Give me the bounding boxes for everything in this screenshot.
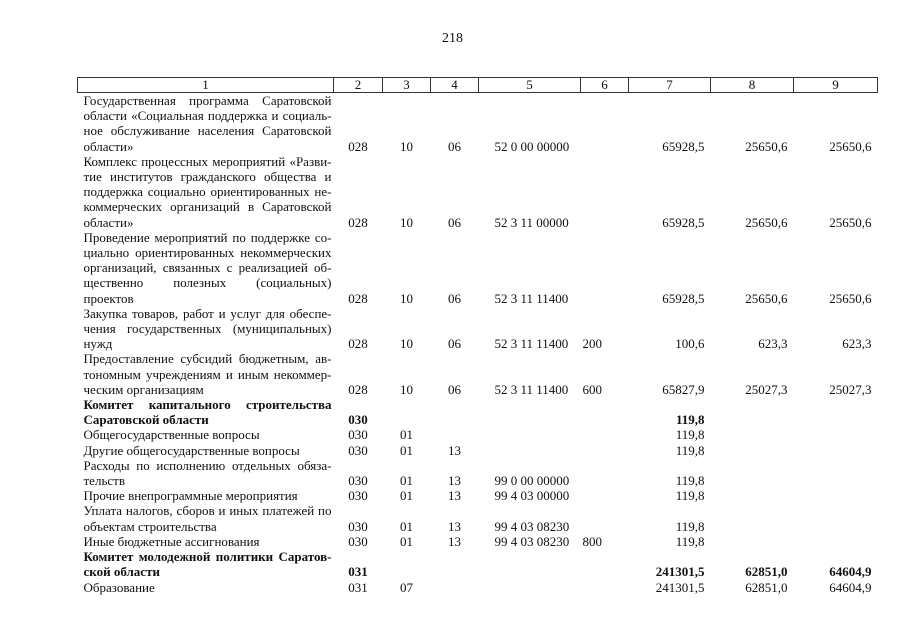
row-name (78, 230, 334, 306)
cell-col-2: 030 (348, 488, 368, 504)
row-name-line: Проведение мероприятий по поддержке со- (83, 229, 332, 245)
cell-col-6 (581, 549, 629, 579)
cell-col-5: 52 3 11 00000 (494, 214, 569, 230)
row-name (78, 397, 334, 427)
cell-col-4 (431, 397, 479, 427)
cell-col-8: 25650,6 (745, 214, 788, 230)
row-name (78, 580, 334, 595)
cell-col-4: 06 (448, 381, 461, 397)
row-name (78, 351, 334, 397)
column-header-7: 7 (629, 78, 711, 93)
row-name-line: тономным учреждениям и иным некоммер- (83, 366, 332, 382)
table-row (78, 458, 878, 488)
column-header-8: 8 (711, 78, 794, 93)
cell-col-4: 06 (448, 290, 461, 306)
cell-col-3 (383, 397, 431, 427)
cell-col-8: 25027,3 (745, 381, 788, 397)
row-name-line: тие институтов гражданского общества и (83, 169, 332, 185)
cell-col-4: 06 (448, 214, 461, 230)
cell-col-3: 10 (400, 336, 413, 352)
cell-col-7: 119,8 (675, 442, 705, 458)
cell-col-5 (479, 443, 581, 458)
cell-col-5: 99 0 00 00000 (494, 473, 570, 489)
cell-col-6: 600 (582, 381, 602, 397)
cell-col-2: 030 (348, 533, 368, 549)
cell-col-7: 119,8 (675, 473, 705, 489)
cell-col-8 (711, 443, 794, 458)
row-name-line: Уплата налогов, сборов и иных платежей по (83, 503, 332, 519)
column-header-5: 5 (479, 78, 581, 93)
cell-col-5: 99 4 03 00000 (494, 488, 570, 504)
row-name-line: Закупка товаров, работ и услуг для обеспе- (83, 305, 332, 321)
row-name-line: ное обслуживание населения Саратовской (83, 123, 332, 139)
budget-table (77, 77, 878, 595)
cell-col-9: 25650,6 (829, 290, 872, 306)
cell-col-9: 64604,9 (829, 564, 872, 580)
cell-col-3: 10 (400, 290, 413, 306)
column-header-6: 6 (581, 78, 629, 93)
cell-col-8: 623,3 (758, 336, 788, 352)
cell-col-8 (711, 458, 794, 488)
cell-col-6 (581, 93, 629, 154)
column-header-9: 9 (794, 78, 878, 93)
row-name-line: области» (83, 214, 134, 230)
cell-col-2: 028 (348, 138, 368, 154)
cell-col-4 (431, 580, 479, 595)
row-name-line: Прочие внепрограммные мероприятия (83, 488, 298, 504)
cell-col-7: 100,6 (675, 336, 705, 352)
cell-col-9: 64604,9 (829, 579, 872, 595)
row-name-line: Саратовской области (83, 412, 209, 428)
cell-col-6: 200 (582, 336, 602, 352)
row-name (78, 93, 334, 154)
cell-col-2: 028 (348, 290, 368, 306)
cell-col-8: 62851,0 (745, 564, 788, 580)
cell-col-4: 06 (448, 336, 461, 352)
row-name-line: нужд (83, 336, 113, 352)
cell-col-5 (479, 580, 581, 595)
cell-col-2: 030 (348, 427, 368, 443)
cell-col-6: 800 (582, 533, 602, 549)
row-name-line: циально ориентированных некоммерческих (83, 245, 332, 261)
row-name (78, 154, 334, 230)
cell-col-7: 119,8 (675, 518, 705, 534)
cell-col-4: 13 (448, 518, 461, 534)
cell-col-2: 031 (348, 564, 368, 580)
cell-col-5: 52 3 11 11400 (494, 381, 569, 397)
cell-col-9 (794, 534, 878, 549)
cell-col-8: 25650,6 (745, 138, 788, 154)
page-number: 218 (442, 31, 463, 46)
row-name-line: Иные бюджетные ассигнования (83, 533, 260, 549)
cell-col-2: 031 (348, 579, 368, 595)
cell-col-7: 119,8 (675, 427, 705, 443)
cell-col-4: 06 (448, 138, 461, 154)
cell-col-4 (431, 549, 479, 579)
table-row (78, 351, 878, 397)
row-name-line: поддержка социально ориентированных не- (83, 184, 332, 200)
row-name-line: Образование (83, 579, 155, 595)
cell-col-5: 52 0 00 00000 (494, 138, 570, 154)
cell-col-7: 65827,9 (662, 381, 705, 397)
column-header-3: 3 (383, 78, 431, 93)
cell-col-4 (431, 427, 479, 442)
cell-col-9: 25650,6 (829, 138, 872, 154)
row-name-line: Государственная программа Саратовской (83, 93, 332, 108)
cell-col-5: 52 3 11 11400 (494, 336, 569, 352)
cell-col-3: 10 (400, 381, 413, 397)
table-row (78, 580, 878, 595)
row-name (78, 534, 334, 549)
cell-col-7: 65928,5 (662, 290, 705, 306)
cell-col-3: 01 (400, 533, 413, 549)
cell-col-8 (711, 534, 794, 549)
row-name-line: щественно полезных (социальных) проектов (83, 275, 332, 306)
row-name-line: ской области (83, 564, 160, 580)
cell-col-3: 01 (400, 518, 413, 534)
row-name-line: области «Социальная поддержка и социаль- (83, 108, 332, 124)
cell-col-6 (581, 427, 629, 442)
table-row (78, 93, 878, 154)
cell-col-7: 65928,5 (662, 138, 705, 154)
row-name (78, 488, 334, 503)
cell-col-3 (383, 549, 431, 579)
table-row (78, 306, 878, 352)
row-name-line: Предоставление субсидий бюджетным, ав- (83, 351, 332, 367)
table-row (78, 488, 878, 503)
cell-col-7: 241301,5 (655, 564, 705, 580)
cell-col-8: 62851,0 (745, 579, 788, 595)
row-name-line: чения государственных (муниципальных) (83, 321, 332, 337)
cell-col-6 (581, 154, 629, 230)
cell-col-6 (581, 488, 629, 503)
row-name (78, 458, 334, 488)
cell-col-9: 25027,3 (829, 381, 872, 397)
row-name-line: тельств (83, 473, 125, 489)
row-name-line: Комитет молодежной политики Саратов- (83, 549, 332, 565)
table-row (78, 230, 878, 306)
row-name (78, 549, 334, 579)
cell-col-2: 028 (348, 336, 368, 352)
table-header-row (78, 78, 878, 93)
cell-col-4: 13 (448, 533, 461, 549)
cell-col-9 (794, 397, 878, 427)
cell-col-7: 119,8 (675, 533, 705, 549)
cell-col-2: 030 (348, 412, 368, 428)
row-name (78, 427, 334, 442)
cell-col-9: 623,3 (842, 336, 872, 352)
cell-col-3: 07 (400, 579, 413, 595)
cell-col-4: 13 (448, 488, 461, 504)
cell-col-8: 25650,6 (745, 290, 788, 306)
row-name (78, 503, 334, 533)
cell-col-5: 99 4 03 08230 (494, 518, 570, 534)
cell-col-8 (711, 397, 794, 427)
cell-col-9 (794, 458, 878, 488)
cell-col-5 (479, 427, 581, 442)
row-name-line: объектам строительства (83, 518, 217, 534)
column-header-1: 1 (78, 78, 334, 93)
cell-col-5: 52 3 11 11400 (494, 290, 569, 306)
cell-col-3: 01 (400, 427, 413, 443)
cell-col-3: 10 (400, 214, 413, 230)
column-header-4: 4 (431, 78, 479, 93)
row-name-line: ческим организациям (83, 381, 204, 397)
cell-col-6 (581, 580, 629, 595)
row-name-line: Расходы по исполнению отдельных обяза- (83, 457, 332, 473)
row-name-line: Другие общегосударственные вопросы (83, 442, 300, 458)
cell-col-2: 028 (348, 381, 368, 397)
table-row (78, 427, 878, 442)
table-row (78, 534, 878, 549)
column-header-2: 2 (334, 78, 383, 93)
cell-col-8 (711, 427, 794, 442)
cell-col-2: 030 (348, 518, 368, 534)
cell-col-3: 01 (400, 473, 413, 489)
cell-col-9 (794, 503, 878, 533)
row-name-line: Комитет капитального строительства (83, 397, 332, 413)
row-name-line: организаций, связанных с реализацией об- (83, 260, 332, 276)
cell-col-6 (581, 230, 629, 306)
cell-col-9 (794, 443, 878, 458)
table-row (78, 397, 878, 427)
cell-col-2: 028 (348, 214, 368, 230)
cell-col-7: 241301,5 (655, 579, 705, 595)
cell-col-9 (794, 427, 878, 442)
cell-col-7: 65928,5 (662, 214, 705, 230)
cell-col-6 (581, 503, 629, 533)
cell-col-2: 030 (348, 473, 368, 489)
cell-col-5 (479, 397, 581, 427)
cell-col-3: 01 (400, 488, 413, 504)
cell-col-2: 030 (348, 442, 368, 458)
row-name (78, 443, 334, 458)
table-row (78, 154, 878, 230)
row-name-line: коммерческих организаций в Саратовской (83, 199, 332, 215)
cell-col-8 (711, 488, 794, 503)
row-name-line: области» (83, 138, 134, 154)
cell-col-7: 119,8 (675, 412, 705, 428)
cell-col-5: 99 4 03 08230 (494, 533, 570, 549)
cell-col-7: 119,8 (675, 488, 705, 504)
cell-col-3: 10 (400, 138, 413, 154)
table-row (78, 549, 878, 579)
table-row (78, 443, 878, 458)
row-name (78, 306, 334, 352)
cell-col-6 (581, 397, 629, 427)
cell-col-8 (711, 503, 794, 533)
cell-col-4: 13 (448, 442, 461, 458)
row-name-line: Общегосударственные вопросы (83, 427, 260, 443)
cell-col-9 (794, 488, 878, 503)
table-row (78, 503, 878, 533)
cell-col-9: 25650,6 (829, 214, 872, 230)
cell-col-6 (581, 458, 629, 488)
cell-col-5 (479, 549, 581, 579)
cell-col-4: 13 (448, 473, 461, 489)
cell-col-6 (581, 443, 629, 458)
row-name-line: Комплекс процессных мероприятий «Разви- (83, 153, 332, 169)
cell-col-3: 01 (400, 442, 413, 458)
